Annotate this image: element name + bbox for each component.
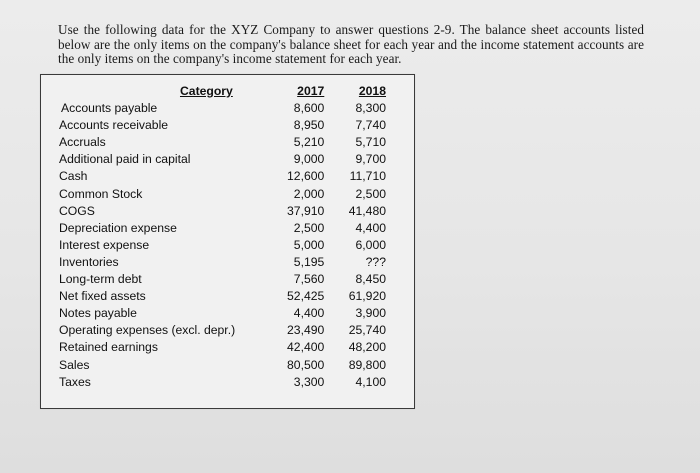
row-2017-cell: 4,400 [293, 306, 325, 321]
row-2018-cell: 41,480 [348, 203, 386, 218]
row-2018-cell: 48,200 [348, 340, 386, 355]
table-body [41, 100, 412, 391]
row-2017-cell: 52,425 [287, 289, 325, 304]
header-2017: 2017 [297, 84, 325, 98]
row-2018-cell: 7,740 [355, 118, 386, 133]
row-2018-cell: 4,100 [355, 374, 386, 389]
row-2018-cell: 3,900 [355, 306, 386, 321]
row-2018-cell: 8,300 [355, 101, 386, 116]
table-row [41, 134, 412, 151]
row-category-cell: Accounts payable [61, 101, 158, 116]
row-category-cell: Additional paid in capital [59, 152, 191, 167]
table-row [41, 237, 412, 254]
table-row [41, 322, 412, 339]
row-2018-cell: 11,710 [349, 169, 386, 184]
row-2017-cell: 8,600 [293, 101, 325, 116]
row-2017-cell: 9,000 [293, 152, 325, 167]
table-row [41, 100, 412, 117]
table-row [41, 203, 412, 220]
row-category-cell: Operating expenses (excl. depr.) [59, 323, 236, 338]
table-header-row [41, 83, 412, 100]
row-2017-cell: 37,910 [287, 203, 325, 218]
data-table-box [40, 74, 415, 409]
row-2018-cell: 25,740 [348, 323, 386, 338]
row-2017-cell: 80,500 [287, 357, 325, 372]
row-2018-cell: ??? [365, 254, 386, 269]
table-row [41, 186, 412, 203]
row-category-cell: Interest expense [59, 237, 150, 252]
table-row [41, 220, 412, 237]
row-2017-cell: 42,400 [287, 340, 325, 355]
row-2018-cell: 89,800 [348, 357, 386, 372]
row-2017-cell: 5,000 [293, 237, 325, 252]
table-row [41, 271, 412, 288]
row-2017-cell: 2,000 [293, 186, 325, 201]
row-2017-cell: 5,210 [293, 135, 325, 150]
row-category-cell: Cash [59, 169, 88, 184]
row-category-cell: COGS [59, 203, 95, 218]
row-2017-cell: 7,560 [293, 272, 325, 287]
row-category-cell: Inventories [59, 254, 119, 269]
row-2017-cell: 5,195 [293, 254, 325, 269]
table-row [41, 254, 412, 271]
row-2017-cell: 23,490 [287, 323, 325, 338]
row-category-cell: Net fixed assets [59, 289, 146, 304]
row-2018-cell: 9,700 [355, 152, 386, 167]
row-category-cell: Taxes [59, 374, 91, 389]
row-2018-cell: 61,920 [348, 289, 386, 304]
table-row [41, 288, 412, 305]
row-category-cell: Notes payable [59, 306, 137, 321]
financial-data-table [41, 83, 412, 391]
row-category-cell: Sales [59, 357, 90, 372]
row-category-cell: Retained earnings [59, 340, 158, 355]
row-2017-cell: 2,500 [293, 220, 325, 235]
row-category-cell: Accruals [59, 135, 106, 150]
row-category-cell: Common Stock [59, 186, 143, 201]
row-2018-cell: 2,500 [355, 186, 386, 201]
table-row [41, 168, 412, 185]
table-row [41, 305, 412, 322]
row-category-cell: Accounts receivable [59, 118, 169, 133]
row-2017-cell: 8,950 [293, 118, 325, 133]
table-row [41, 117, 412, 134]
row-category-cell: Long-term debt [59, 272, 142, 287]
header-category: Category [179, 84, 233, 98]
row-2018-cell: 6,000 [355, 237, 386, 252]
table-row [41, 374, 412, 391]
intro-paragraph: Use the following data for the XYZ Company to answer questions 2-9. The balance sheet accounts listed below are the only items on the company's balance sheet for each year and the income statement accounts are the only items on the company's income statement for each year. [58, 22, 644, 66]
row-2017-cell: 12,600 [287, 169, 325, 184]
row-2018-cell: 5,710 [355, 135, 386, 150]
table-row [41, 339, 412, 356]
row-2017-cell: 3,300 [293, 374, 325, 389]
table-row [41, 357, 412, 374]
row-2018-cell: 4,400 [355, 220, 386, 235]
table-row [41, 151, 412, 168]
header-2018: 2018 [358, 84, 386, 98]
row-category-cell: Depreciation expense [59, 220, 177, 235]
row-2018-cell: 8,450 [355, 272, 386, 287]
